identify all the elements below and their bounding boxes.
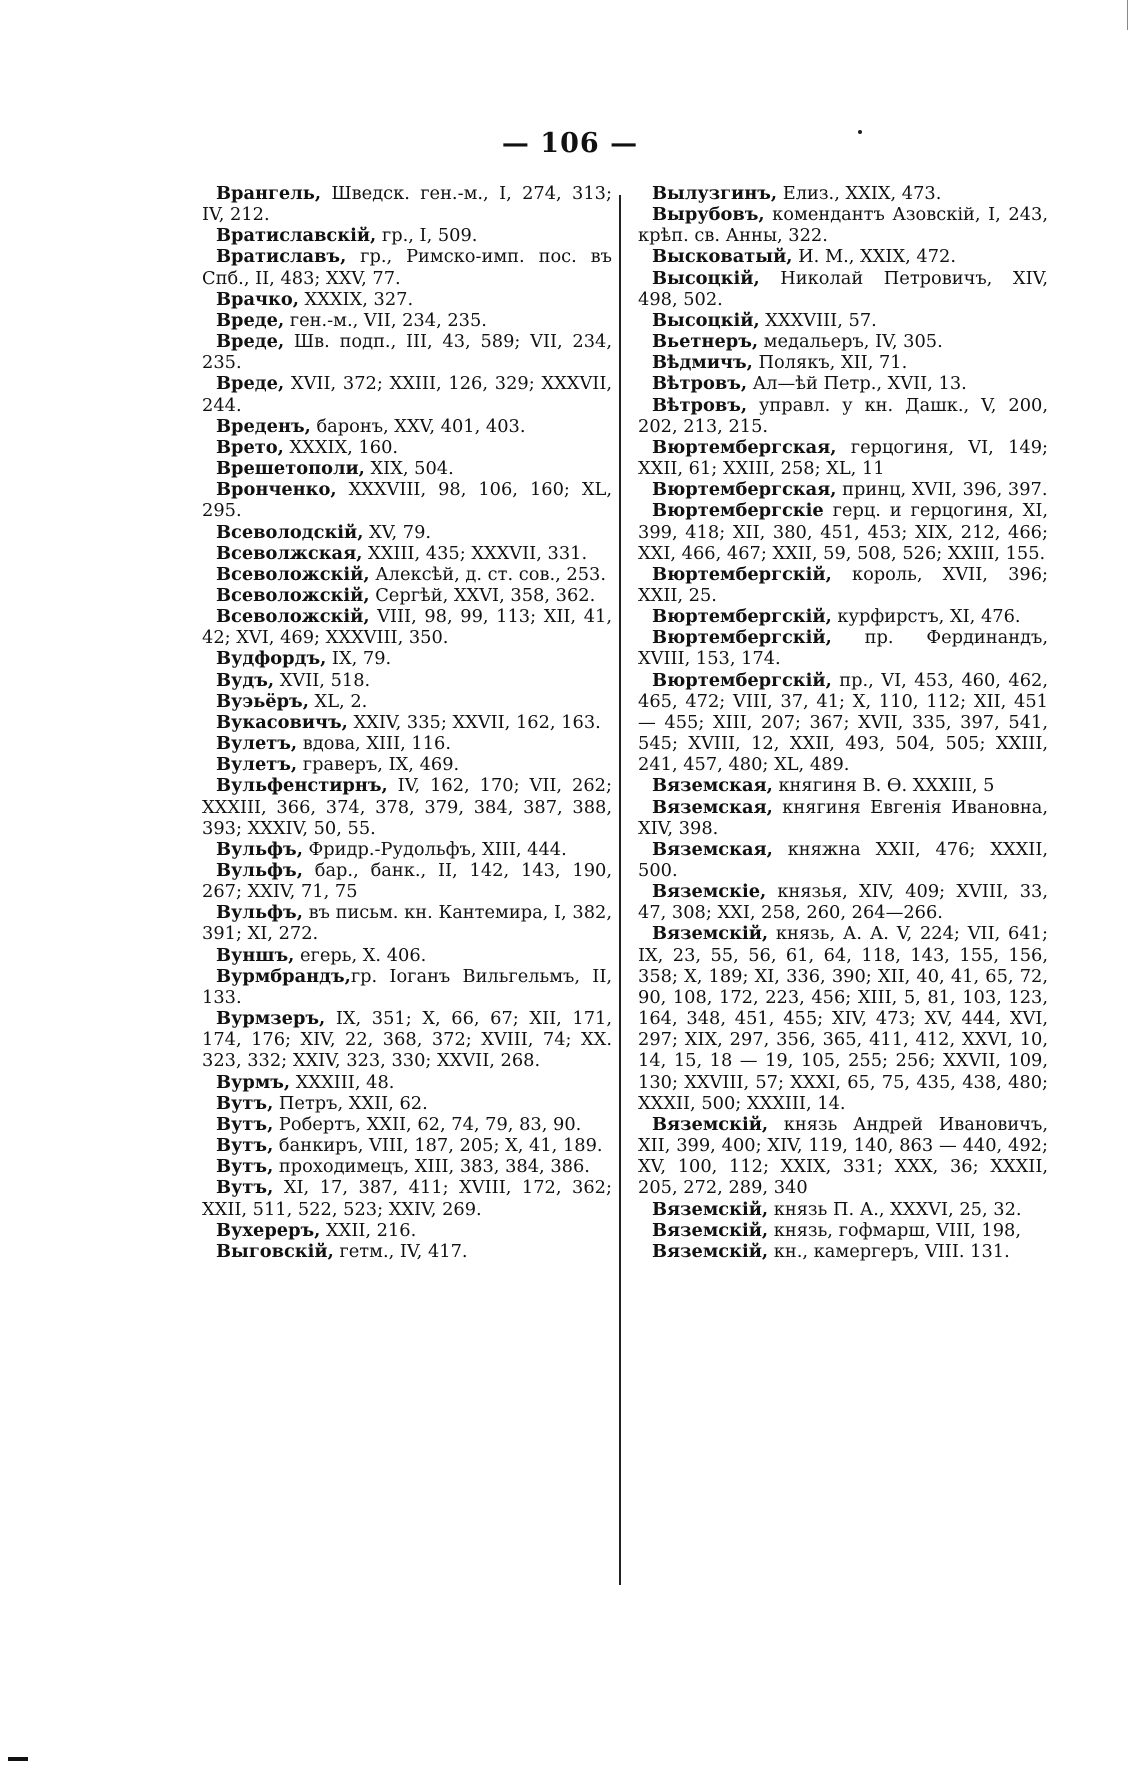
entry-references: ген.-м., VII, 234, 235.	[284, 309, 487, 331]
entry-references: гр. Іоганъ Вильгельмъ, II, 133.	[202, 965, 612, 1008]
index-entry	[638, 331, 1048, 352]
entry-references: Николай Петровичъ, XIV, 498, 502.	[638, 267, 1048, 310]
entry-name: Вурмбрандъ,	[216, 965, 351, 987]
entry-references: въ письм. кн. Кантемира, I, 382, 391; XI, 272.	[202, 902, 612, 945]
entry-name: Всеволожскій,	[216, 563, 370, 585]
index-entry	[202, 1241, 612, 1262]
entry-name: Всеволожскій,	[216, 584, 370, 606]
entry-name: Вульфъ,	[216, 838, 303, 860]
index-entry	[202, 1156, 612, 1177]
entry-name: Вуэьёръ,	[216, 690, 309, 712]
entry-references: XI, 17, 387, 411; XVIII, 172, 362; XXII, 511, 522, 523; XXIV, 269.	[202, 1177, 612, 1220]
index-entry	[638, 1114, 1048, 1199]
entry-name: Вудъ,	[216, 669, 275, 691]
index-entry	[638, 268, 1048, 310]
index-entry	[638, 183, 1048, 204]
index-entry	[638, 373, 1048, 394]
entry-references: проходимецъ, XIII, 383, 384, 386.	[273, 1156, 590, 1178]
entry-name: Вутъ,	[216, 1092, 274, 1114]
index-entry	[638, 310, 1048, 331]
index-entry	[202, 1093, 612, 1114]
entry-references: Робертъ, XXII, 62, 74, 79, 83, 90.	[273, 1113, 582, 1135]
index-entry	[638, 797, 1048, 839]
entry-references: комендантъ Азовскій, I, 243, крѣп. св. Анны, 322.	[638, 204, 1048, 247]
entry-references: И. М., XXIX, 472.	[792, 246, 957, 268]
entry-name: Вутъ,	[216, 1156, 274, 1178]
entry-references: курфирстъ, XI, 476.	[831, 606, 1021, 628]
entry-references: княгиня В. Ѳ. XXXIII, 5	[772, 775, 995, 797]
entry-name: Вюртембергскій,	[652, 669, 832, 691]
index-entry	[202, 183, 612, 225]
index-entry	[638, 437, 1048, 479]
page-edge-line	[1127, 0, 1128, 30]
entry-name: Вурмзеръ,	[216, 1008, 326, 1030]
entry-name: Высковатый,	[652, 246, 793, 268]
entry-name: Вяземскій,	[652, 923, 769, 945]
entry-references: гр., I, 509.	[376, 225, 478, 247]
index-entry	[638, 670, 1048, 776]
entry-references: медальеръ, IV, 305.	[758, 331, 943, 353]
index-entry	[638, 564, 1048, 606]
entry-references: XXIII, 435; XXXVII, 331.	[362, 542, 588, 564]
index-entry	[202, 902, 612, 944]
index-entry	[202, 1114, 612, 1135]
entry-name: Вурмъ,	[216, 1071, 291, 1093]
page-number: — 106 —	[501, 128, 639, 159]
entry-name: Вутъ,	[216, 1177, 274, 1199]
entry-references: граверъ, IX, 469.	[297, 754, 460, 776]
index-entry	[202, 1135, 612, 1156]
index-entry	[202, 860, 612, 902]
entry-references: VIII, 98, 99, 113; XII, 41, 42; XVI, 469; XXXVIII, 350.	[202, 606, 612, 649]
entry-name: Вяземская,	[652, 838, 773, 860]
index-entry	[202, 648, 612, 669]
index-entry	[638, 923, 1048, 1113]
index-entry	[638, 395, 1048, 437]
entry-name: Вукасовичъ,	[216, 711, 348, 733]
entry-name: Вреде,	[216, 309, 285, 331]
entry-references: XIX, 504.	[364, 458, 454, 480]
index-entry	[202, 416, 612, 437]
index-entry	[638, 606, 1048, 627]
entry-references: Шв. подп., III, 43, 589; VII, 234, 235.	[202, 331, 612, 374]
index-entry	[638, 839, 1048, 881]
index-entry	[202, 225, 612, 246]
index-entry	[638, 246, 1048, 267]
entry-references: принц, XVII, 396, 397.	[836, 479, 1048, 501]
index-entry	[202, 606, 612, 648]
entry-name: Вухереръ,	[216, 1219, 321, 1241]
index-entry	[202, 585, 612, 606]
index-entry	[202, 331, 612, 373]
entry-name: Высоцкій,	[652, 309, 760, 331]
column-divider	[619, 195, 621, 1585]
entry-references: Фридр.-Рудольфъ, XIII, 444.	[302, 838, 567, 860]
entry-references: баронъ, XXV, 401, 403.	[310, 415, 526, 437]
entry-references: егерь, X. 406.	[294, 944, 427, 966]
entry-references: XXII, 216.	[320, 1219, 417, 1241]
entry-references: XVII, 372; XXIII, 126, 329; XXXVII, 244.	[202, 373, 612, 416]
entry-name: Врешетополи,	[216, 458, 365, 480]
index-entry	[638, 479, 1048, 500]
index-entry	[202, 310, 612, 331]
entry-name: Всеволжская,	[216, 542, 363, 564]
index-entry	[202, 670, 612, 691]
entry-name: Вюртембергскій,	[652, 563, 832, 585]
page-edge-mark	[8, 1757, 28, 1761]
entry-references: XXXIII, 48.	[290, 1071, 395, 1093]
entry-references: князь П. А., XXXVI, 25, 32.	[768, 1198, 1022, 1220]
entry-name: Врангель,	[216, 183, 322, 204]
index-entry	[638, 627, 1048, 669]
entry-name: Вуншъ,	[216, 944, 295, 966]
index-entry	[202, 564, 612, 585]
entry-name: Вулетъ,	[216, 754, 298, 776]
entry-references: XXXIX, 327.	[298, 288, 414, 310]
entry-references: Алексѣй, д. ст. сов., 253.	[369, 563, 607, 585]
index-entry	[202, 1220, 612, 1241]
entry-name: Всеволожскій,	[216, 606, 370, 628]
entry-name: Вяземскій,	[652, 1198, 769, 1220]
entry-name: Вюртембергская,	[652, 479, 837, 501]
entry-name: Вреде,	[216, 373, 285, 395]
entry-references: князь, А. А. V, 224; VII, 641; IX, 23, 55, 56, 61, 64, 118, 143, 155, 156, 358; X, 189; XI, 336, 390; XII, 40, 41, 65, 72, 90, 108, 172, 223, 456; XIII, 5, 81, 103, 123, 164, 348, 451, 455; XIV, 473; XV, 444, XVI, 297; XIX, 297, 356, 365, 411, 412, XXVI, 10, 14, 15, 18 — 19, 105, 255; 256; XXVII, 109, 130; XXVIII, 57; XXXI, 65, 75, 435, 438, 480; XXXII, 500; XXXIII, 14.	[638, 923, 1048, 1114]
entry-references: княгиня Евгенія Ивановна, XIV, 398.	[638, 796, 1048, 839]
entry-references: герцогиня, VI, 149; XXII, 61; XXIII, 258; XL, 11	[638, 436, 1048, 480]
entry-name: Вюртембергскіе	[652, 500, 824, 522]
entry-references: управл. у кн. Дашк., V, 200, 202, 213, 215.	[638, 394, 1048, 437]
index-entry	[638, 775, 1048, 796]
index-entry	[202, 733, 612, 754]
index-entry	[638, 1199, 1048, 1220]
entry-name: Вреденъ,	[216, 415, 311, 437]
index-entry	[638, 1220, 1048, 1241]
entry-name: Вяземская,	[652, 796, 773, 818]
entry-references: король, XVII, 396; XXII, 25.	[638, 563, 1048, 606]
index-entry	[202, 289, 612, 310]
entry-name: Вратиславскій,	[216, 225, 377, 247]
entry-name: Вронченко,	[216, 479, 337, 501]
entry-references: XVII, 518.	[274, 669, 371, 691]
entry-name: Вылузгинъ,	[652, 183, 778, 204]
entry-references: князья, XIV, 409; XVIII, 33, 47, 308; XXI, 258, 260, 264—266.	[638, 881, 1048, 924]
right-column	[638, 183, 1048, 1262]
index-entry	[202, 966, 612, 1008]
entry-name: Вульфенстирнъ,	[216, 775, 388, 797]
entry-references: IX, 79.	[326, 648, 392, 670]
entry-references: пр., VI, 453, 460, 462, 465, 472; VIII, 37, 41; X, 110, 112; XII, 451 — 455; XIII, 207; 367; XVII, 335, 397, 541, 545; XVIII, 12, XXII, 493, 504, 505; XXIII, 241, 457, 480; XL, 489.	[638, 669, 1048, 776]
entry-references: XXIV, 335; XXVII, 162, 163.	[347, 711, 601, 733]
index-entry	[202, 754, 612, 775]
index-entry	[638, 881, 1048, 923]
entry-name: Вяземская,	[652, 775, 773, 797]
entry-references: XXXIX, 160.	[283, 436, 399, 458]
entry-references: кн., камергеръ, VIII. 131.	[768, 1240, 1010, 1262]
entry-name: Высоцкій,	[652, 267, 760, 289]
entry-name: Всеволодскій,	[216, 521, 364, 543]
entry-references: Шведск. ген.-м., I, 274, 313; IV, 212.	[202, 183, 612, 226]
entry-name: Вюртембергская,	[652, 436, 837, 458]
index-entry	[202, 945, 612, 966]
entry-references: вдова, XIII, 116.	[297, 733, 451, 755]
entry-name: Вюртембергскій,	[652, 627, 832, 649]
entry-name: Вѣдмичъ,	[652, 352, 753, 374]
entry-name: Вьетнеръ,	[652, 331, 759, 353]
index-entry	[202, 839, 612, 860]
entry-references: IV, 162, 170; VII, 262; XXXIII, 366, 374, 378, 379, 384, 387, 388, 393; XXXIV, 50, 55.	[202, 775, 612, 839]
index-entry	[202, 1072, 612, 1093]
index-entry	[202, 543, 612, 564]
entry-references: князь Андрей Ивановичъ, XII, 399, 400; XIV, 119, 140, 863 — 440, 492; XV, 100, 112; XXIX, 331; XXX, 36; XXXII, 205, 272, 289, 340	[638, 1113, 1048, 1199]
index-entry	[202, 691, 612, 712]
entry-references: бар., банк., II, 142, 143, 190, 267; XXIV, 71, 75	[202, 860, 612, 903]
index-entry	[202, 1008, 612, 1071]
index-entry	[202, 522, 612, 543]
index-entry	[638, 352, 1048, 373]
entry-references: гетм., IV, 417.	[333, 1240, 468, 1262]
entry-references: XV, 79.	[363, 521, 432, 543]
entry-references: пр. Фердинандъ, XVIII, 153, 174.	[638, 627, 1048, 670]
index-entry	[202, 775, 612, 838]
entry-references: княжна XXII, 476; XXXII, 500.	[638, 838, 1048, 881]
entry-name: Вутъ,	[216, 1135, 274, 1157]
index-entry	[202, 458, 612, 479]
index-entry	[202, 373, 612, 415]
entry-name: Вулетъ,	[216, 733, 298, 755]
entry-references: гр., Римско-имп. пос. въ Спб., II, 483; XXV, 77.	[202, 246, 612, 289]
index-entry	[202, 246, 612, 288]
index-entry	[638, 500, 1048, 563]
entry-name: Вреде,	[216, 331, 285, 353]
entry-name: Вудфордъ,	[216, 648, 327, 670]
entry-name: Вюртембергскій,	[652, 606, 832, 628]
entry-references: Ал—ѣй Петр., XVII, 13.	[747, 373, 967, 395]
entry-references: князь, гофмарш, VIII, 198,	[768, 1219, 1021, 1241]
left-column	[202, 183, 612, 1262]
entry-references: Петръ, XXII, 62.	[273, 1092, 428, 1114]
entry-name: Вѣтровъ,	[652, 373, 748, 395]
entry-references: Сергѣй, XXVI, 358, 362.	[369, 584, 596, 606]
entry-references: IX, 351; X, 66, 67; XII, 171, 174, 176; XIV, 22, 368, 372; XVIII, 74; XX. 323, 332; XXIV, 323, 330; XXVII, 268.	[202, 1008, 612, 1072]
index-entry	[202, 1177, 612, 1219]
entry-references: XL, 2.	[308, 690, 368, 712]
entry-name: Врачко,	[216, 288, 299, 310]
entry-references: герц. и герцогиня, XI, 399, 418; XII, 380, 451, 453; XIX, 212, 466; XXI, 466, 467; XXII, 59, 508, 526; XXIII, 155.	[638, 500, 1048, 564]
entry-name: Выговскій,	[216, 1240, 334, 1262]
entry-name: Вутъ,	[216, 1113, 274, 1135]
entry-name: Вульфъ,	[216, 860, 303, 881]
entry-name: Вырубовъ,	[652, 204, 765, 226]
entry-name: Вяземскій,	[652, 1113, 769, 1135]
entry-references: банкиръ, VIII, 187, 205; X, 41, 189.	[273, 1135, 603, 1157]
entry-name: Вульфъ,	[216, 902, 303, 924]
entry-name: Врето,	[216, 436, 284, 458]
entry-name: Вяземскіе,	[652, 881, 767, 903]
entry-name: Вѣтровъ,	[652, 394, 748, 416]
index-entry	[202, 712, 612, 733]
entry-references: XXXVIII, 98, 106, 160; XL, 295.	[202, 479, 612, 522]
entry-references: XXXVIII, 57.	[759, 309, 877, 331]
entry-name: Вяземскій,	[652, 1240, 769, 1262]
index-entry	[638, 204, 1048, 246]
entry-name: Вратиславъ,	[216, 246, 347, 268]
entry-name: Вяземскій,	[652, 1219, 769, 1241]
entry-references: Полякъ, XII, 71.	[752, 352, 908, 374]
entry-references: Елиз., XXIX, 473.	[777, 183, 942, 204]
index-entry	[202, 479, 612, 521]
index-entry	[638, 1241, 1048, 1262]
index-entry	[202, 437, 612, 458]
